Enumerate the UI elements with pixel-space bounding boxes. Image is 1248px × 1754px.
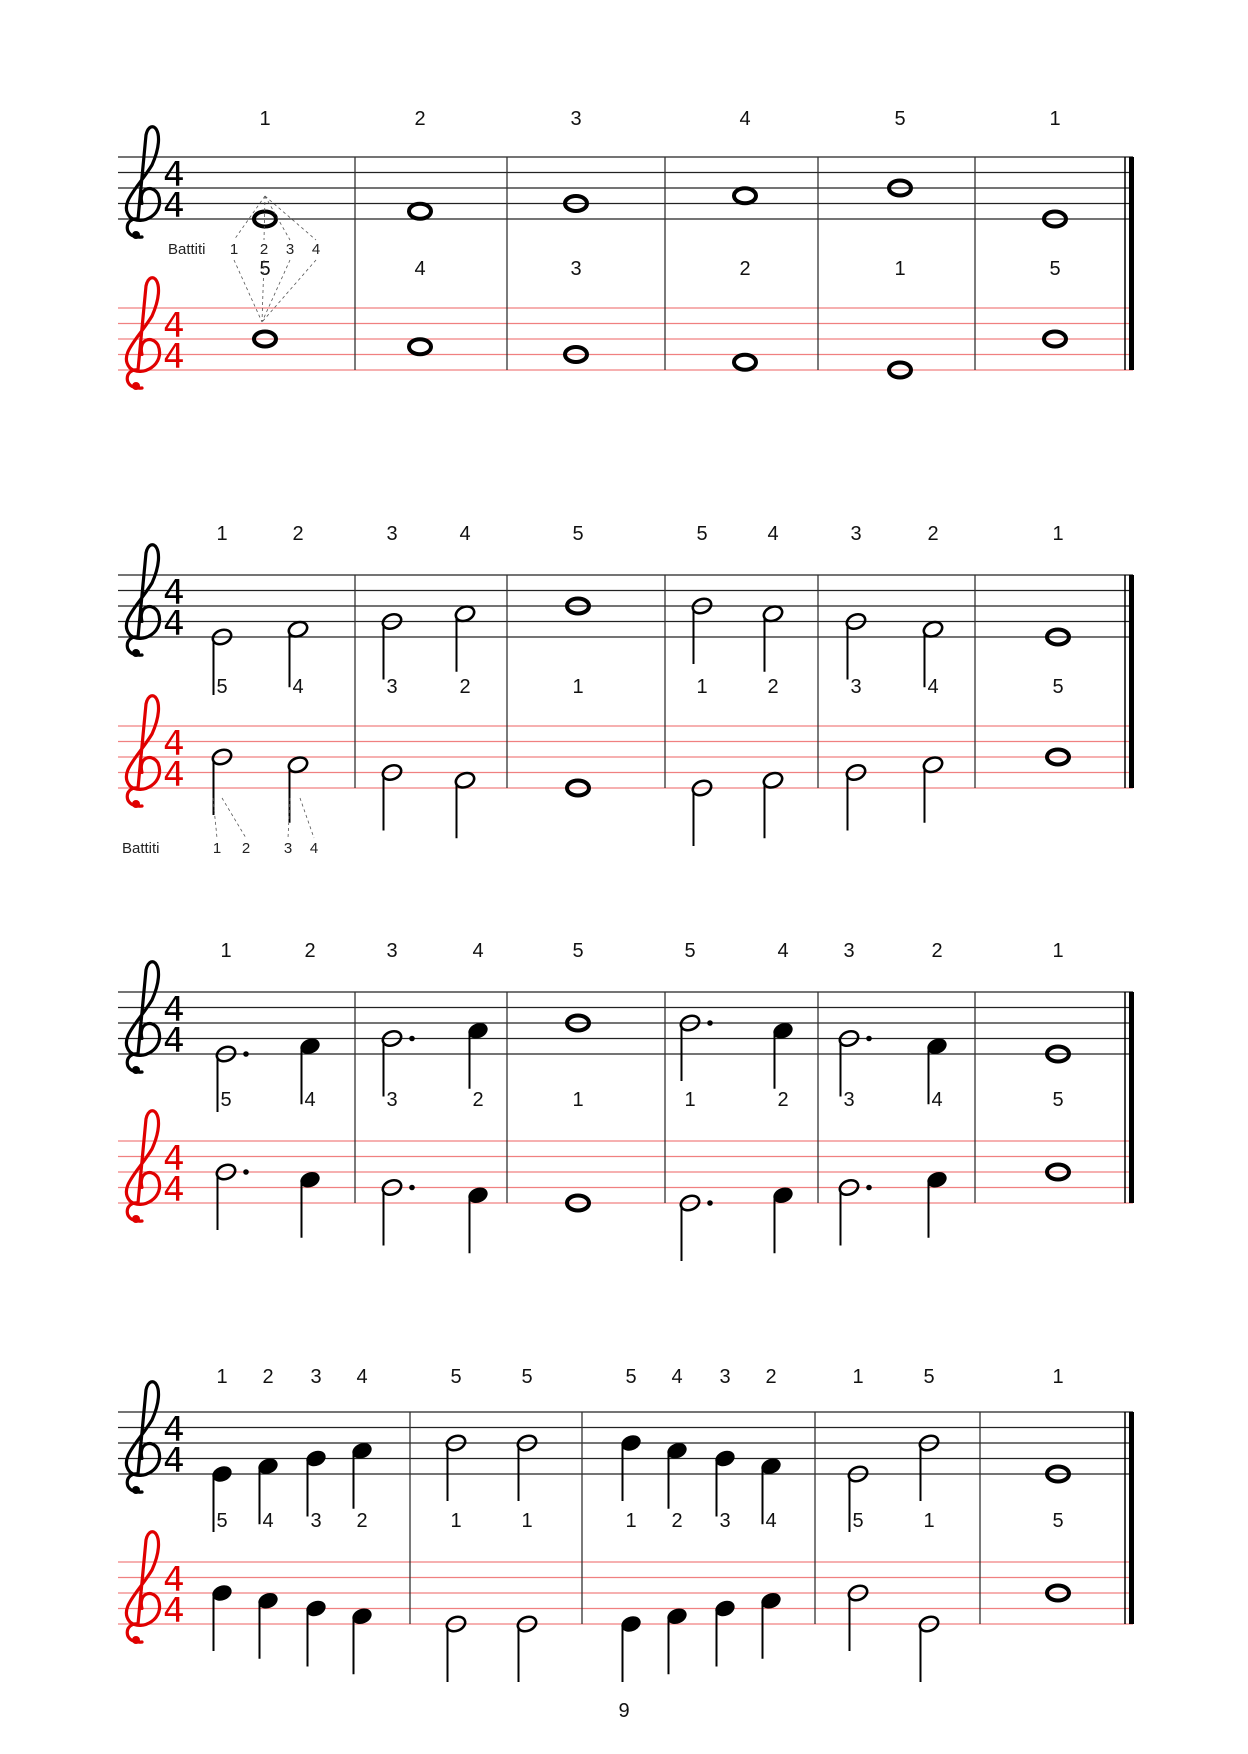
final-barline-thick <box>1129 157 1134 370</box>
finger-number: 4 <box>777 940 789 962</box>
finger-number: 5 <box>572 523 584 545</box>
finger-number: 1 <box>521 1510 533 1532</box>
finger-number: 3 <box>386 940 398 962</box>
finger-number: 5 <box>1052 676 1064 698</box>
note <box>922 755 945 823</box>
finger-number: 3 <box>843 1089 855 1111</box>
dot <box>707 1200 713 1206</box>
treble-clef-icon <box>126 278 159 390</box>
black-staff <box>118 992 1133 1054</box>
note <box>351 1606 374 1674</box>
finger-number: 4 <box>671 1366 683 1388</box>
dot <box>707 1020 713 1026</box>
beat-number: 1 <box>229 241 239 258</box>
finger-number: 1 <box>216 1366 228 1388</box>
treble-clef-icon <box>126 1382 159 1494</box>
final-barline-thick <box>1129 1412 1134 1624</box>
finger-number: 5 <box>684 940 696 962</box>
note <box>760 1591 783 1659</box>
treble-clef-icon <box>126 962 159 1074</box>
finger-number: 3 <box>570 108 582 130</box>
dot <box>243 1169 249 1175</box>
finger-number: 2 <box>472 1089 484 1111</box>
finger-number: 4 <box>765 1510 777 1532</box>
finger-number: 2 <box>671 1510 683 1532</box>
finger-number: 4 <box>931 1089 943 1111</box>
time-signature-numerator: 4 <box>163 573 185 613</box>
finger-number: 1 <box>852 1366 864 1388</box>
notehead <box>409 339 431 354</box>
finger-number: 3 <box>310 1510 322 1532</box>
finger-number: 5 <box>450 1366 462 1388</box>
notehead <box>409 204 431 219</box>
finger-number: 4 <box>292 676 304 698</box>
finger-number: 2 <box>304 940 316 962</box>
battiti-label: Battiti <box>168 241 206 258</box>
finger-number: 4 <box>262 1510 274 1532</box>
dot <box>243 1051 249 1057</box>
finger-number: 4 <box>927 676 939 698</box>
final-barline-thick <box>1129 992 1134 1203</box>
finger-number: 5 <box>1052 1510 1064 1532</box>
note <box>305 1599 328 1667</box>
note <box>409 204 431 219</box>
finger-number: 3 <box>719 1510 731 1532</box>
finger-number: 2 <box>292 523 304 545</box>
time-signature-numerator: 4 <box>163 1560 185 1600</box>
treble-clef-icon <box>126 545 159 657</box>
note <box>299 1170 322 1238</box>
time-signature-numerator: 4 <box>163 306 185 346</box>
treble-clef-icon <box>126 1532 159 1644</box>
beat-number: 2 <box>259 241 269 258</box>
time-signature-numerator: 4 <box>163 1139 185 1179</box>
finger-number: 2 <box>414 108 426 130</box>
finger-number: 1 <box>259 108 271 130</box>
time-signature <box>163 1560 185 1631</box>
time-signature-numerator: 4 <box>163 724 185 764</box>
finger-number: 5 <box>1052 1089 1064 1111</box>
finger-number: 5 <box>220 1089 232 1111</box>
finger-number: 3 <box>719 1366 731 1388</box>
time-signature-denominator: 4 <box>163 1021 185 1061</box>
finger-number: 4 <box>472 940 484 962</box>
note <box>409 339 431 354</box>
note <box>772 1021 795 1089</box>
note <box>620 1433 643 1501</box>
finger-number: 4 <box>767 523 779 545</box>
finger-number: 1 <box>1049 108 1061 130</box>
beat-number: 1 <box>212 840 222 857</box>
finger-number: 5 <box>216 676 228 698</box>
red-staff <box>118 308 1133 370</box>
finger-number: 2 <box>931 940 943 962</box>
note <box>666 1441 689 1509</box>
note <box>211 1583 234 1651</box>
finger-number: 1 <box>216 523 228 545</box>
finger-number: 1 <box>923 1510 935 1532</box>
finger-number: 4 <box>414 258 426 280</box>
treble-clef-icon <box>126 1111 159 1223</box>
beat-number: 4 <box>311 241 321 258</box>
beat-number: 2 <box>241 840 251 857</box>
note <box>666 1606 689 1674</box>
time-signature-denominator: 4 <box>163 337 185 377</box>
finger-number: 5 <box>894 108 906 130</box>
finger-number: 1 <box>894 258 906 280</box>
finger-number: 2 <box>927 523 939 545</box>
note <box>454 770 477 838</box>
time-signature <box>163 306 185 377</box>
note <box>772 1185 795 1253</box>
beat-guide <box>234 196 265 240</box>
red-staff <box>118 726 1133 788</box>
beat-number: 4 <box>309 840 319 857</box>
finger-number: 1 <box>450 1510 462 1532</box>
finger-number: 3 <box>386 1089 398 1111</box>
finger-number: 1 <box>696 676 708 698</box>
treble-clef-icon <box>126 127 159 239</box>
note <box>467 1021 490 1089</box>
time-signature <box>163 724 185 795</box>
time-signature-numerator: 4 <box>163 155 185 195</box>
dot <box>409 1185 415 1191</box>
time-signature <box>163 155 185 226</box>
finger-number: 5 <box>923 1366 935 1388</box>
time-signature-denominator: 4 <box>163 755 185 795</box>
note <box>714 1599 737 1667</box>
finger-number: 5 <box>521 1366 533 1388</box>
time-signature-denominator: 4 <box>163 186 185 226</box>
dot <box>866 1036 872 1042</box>
finger-number: 5 <box>1049 258 1061 280</box>
finger-number: 1 <box>625 1510 637 1532</box>
red-staff <box>118 1141 1133 1203</box>
finger-number: 1 <box>220 940 232 962</box>
note <box>620 1614 643 1682</box>
finger-number: 4 <box>459 523 471 545</box>
finger-number: 5 <box>216 1510 228 1532</box>
note <box>351 1441 374 1509</box>
finger-number: 4 <box>356 1366 368 1388</box>
time-signature <box>163 990 185 1061</box>
dot <box>866 1185 872 1191</box>
finger-number: 1 <box>1052 523 1064 545</box>
finger-number: 3 <box>386 676 398 698</box>
beat-guide <box>264 196 265 240</box>
beat-guide <box>265 196 290 240</box>
page-number: 9 <box>618 1700 630 1722</box>
finger-number: 2 <box>739 258 751 280</box>
note <box>287 755 310 823</box>
time-signature-denominator: 4 <box>163 1591 185 1631</box>
notehead <box>734 188 756 203</box>
notehead <box>734 355 756 370</box>
note <box>734 355 756 370</box>
finger-number: 1 <box>572 676 584 698</box>
finger-number: 1 <box>1052 940 1064 962</box>
black-staff <box>118 157 1133 219</box>
finger-number: 5 <box>625 1366 637 1388</box>
finger-number: 2 <box>767 676 779 698</box>
finger-number: 2 <box>777 1089 789 1111</box>
time-signature-numerator: 4 <box>163 1410 185 1450</box>
beat-guide <box>234 260 262 322</box>
finger-number: 4 <box>304 1089 316 1111</box>
note <box>714 1449 737 1517</box>
finger-number: 2 <box>765 1366 777 1388</box>
note <box>257 1591 280 1659</box>
time-signature-denominator: 4 <box>163 604 185 644</box>
note <box>762 604 785 672</box>
note <box>734 188 756 203</box>
finger-number: 3 <box>850 676 862 698</box>
finger-number: 3 <box>843 940 855 962</box>
beat-guide <box>213 798 217 838</box>
black-staff <box>118 575 1133 637</box>
finger-number: 3 <box>570 258 582 280</box>
finger-number: 3 <box>310 1366 322 1388</box>
finger-number: 1 <box>1052 1366 1064 1388</box>
finger-number: 2 <box>262 1366 274 1388</box>
beat-guide <box>300 798 314 838</box>
time-signature <box>163 1410 185 1481</box>
note <box>305 1449 328 1517</box>
battiti-label: Battiti <box>122 840 160 857</box>
beat-guide <box>265 196 316 240</box>
finger-number: 3 <box>386 523 398 545</box>
finger-number: 4 <box>739 108 751 130</box>
finger-number: 5 <box>852 1510 864 1532</box>
finger-number: 2 <box>459 676 471 698</box>
finger-number: 5 <box>259 258 271 280</box>
finger-number: 1 <box>572 1089 584 1111</box>
time-signature-numerator: 4 <box>163 990 185 1030</box>
finger-number: 3 <box>850 523 862 545</box>
finger-number: 2 <box>356 1510 368 1532</box>
note <box>467 1185 490 1253</box>
beat-number: 3 <box>285 241 295 258</box>
finger-number: 5 <box>572 940 584 962</box>
finger-number: 1 <box>684 1089 696 1111</box>
note <box>762 770 785 838</box>
finger-number: 5 <box>696 523 708 545</box>
final-barline-thick <box>1129 575 1134 788</box>
beat-guide <box>222 798 246 838</box>
beat-number: 3 <box>283 840 293 857</box>
time-signature <box>163 573 185 644</box>
note <box>926 1170 949 1238</box>
dot <box>409 1036 415 1042</box>
note <box>454 604 477 672</box>
time-signature-denominator: 4 <box>163 1441 185 1481</box>
time-signature <box>163 1139 185 1210</box>
time-signature-denominator: 4 <box>163 1170 185 1210</box>
treble-clef-icon <box>126 696 159 808</box>
